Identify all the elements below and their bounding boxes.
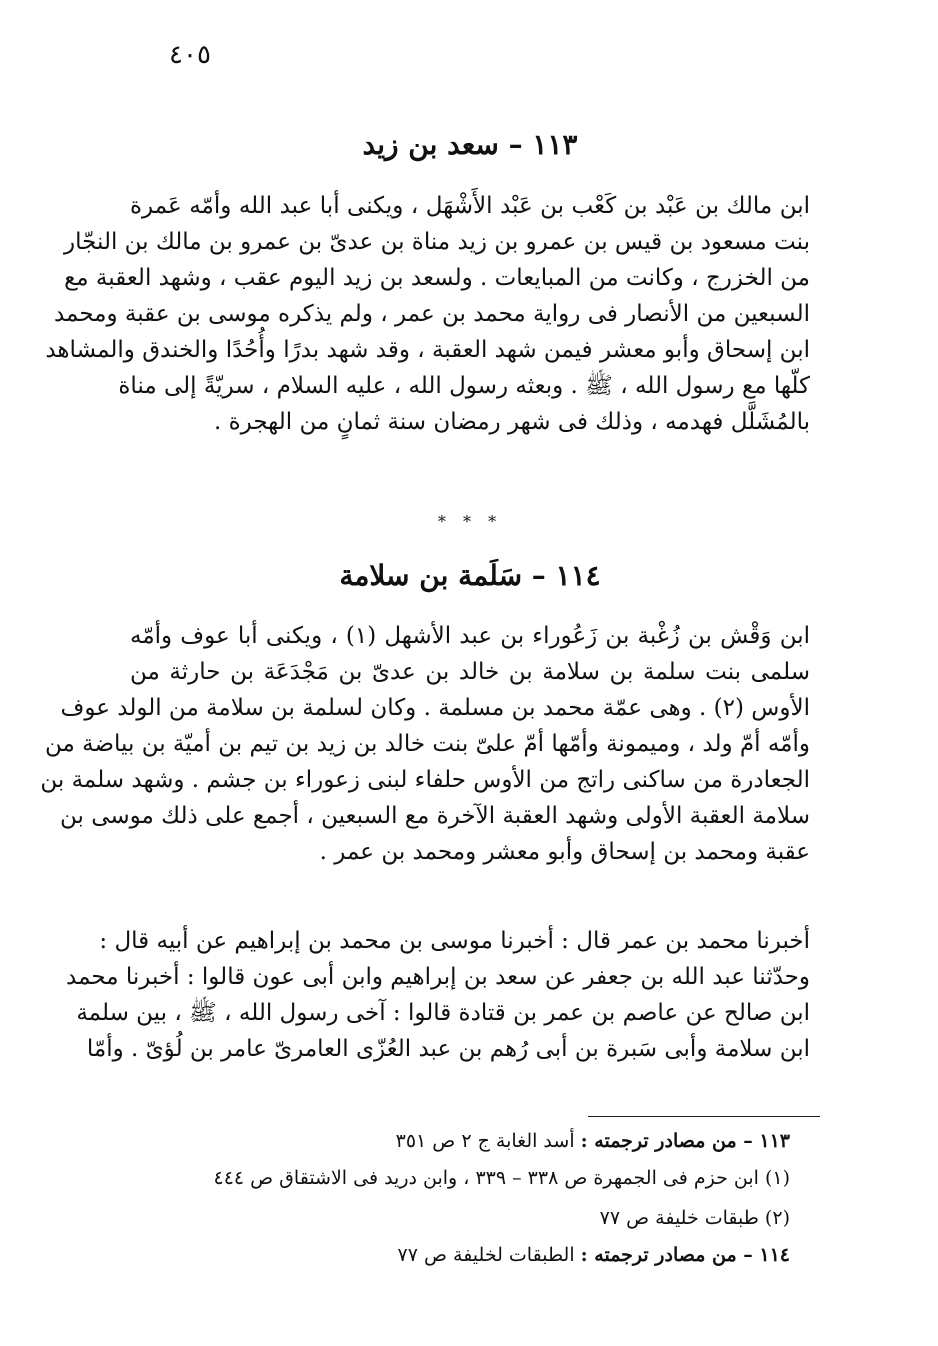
text-line: كلّها مع رسول الله ، ﷺ . وبعثه رسول الله ، عليه السلام ، سريّةً إلى مناة <box>118 373 810 399</box>
footnote-label: ١١٤ – من مصادر ترجمته : <box>580 1244 790 1266</box>
text-line: وحدّثنا عبد الله بن جعفر عن سعد بن إبراهيم وابن أبى عون قالوا : أخبرنا محمد <box>66 964 810 990</box>
footnote-rule <box>588 1116 820 1117</box>
text-line: بنت مسعود بن قيس بن عمرو بن زيد مناة بن عدىّ بن عمرو بن مالك بن النجّار <box>64 229 810 255</box>
footnote-1 <box>130 1163 790 1193</box>
text-line: سلمى بنت سلمة بن سلامة بن خالد بن عدىّ بن مَجْدَعَة بن حارثة من <box>130 659 810 685</box>
footnote-2 <box>130 1203 790 1233</box>
footnote-114 <box>130 1240 790 1270</box>
text-line: أخبرنا محمد بن عمر قال : أخبرنا موسى بن محمد بن إبراهيم عن أبيه قال : <box>99 928 810 954</box>
section-113-body <box>45 188 810 440</box>
text-line: سلامة العقبة الأولى وشهد العقبة الآخرة مع السبعين ، أجمع على ذلك موسى بن <box>59 803 810 829</box>
text-line: ابن صالح عن عاصم بن عمر بن قتادة قالوا : آخى رسول الله ، ﷺ ، بين سلمة <box>76 1000 810 1026</box>
footnote-label: ١١٣ – من مصادر ترجمته : <box>580 1130 790 1152</box>
text-line: السبعين من الأنصار فى رواية محمد بن عمر ، ولم يذكره موسى بن عقبة ومحمد <box>53 301 810 327</box>
footnote-text: أسد الغابة ج ٢ ص ٣٥١ <box>395 1130 581 1152</box>
text-line: بالمُشَلَّل فهدمه ، وذلك فى شهر رمضان سنة ثمانٍ من الهجرة . <box>213 409 810 435</box>
text-line: ابن وَقْش بن زُغْبة بن زَعُوراء بن عبد الأشهل (١) ، ويكنى أبا عوف وأمّه <box>130 623 810 649</box>
text-line: ابن مالك بن عَبْد بن كَعْب بن عَبْد الأَشْهَل ، ويكنى أبا عبد الله وأمّه عَمرة <box>130 193 810 219</box>
section-113-heading: ١١٣ – سعد بن زيد <box>362 128 578 161</box>
text-line: الأوس (٢) . وهى عمّة محمد بن مسلمة . وكان لسلمة بن سلامة من الولد عوف <box>60 695 810 721</box>
text-line: من الخزرج ، وكانت من المبايعات . ولسعد بن زيد اليوم عقب ، وشهد العقبة مع <box>64 265 810 291</box>
section-114-body <box>40 618 810 870</box>
footnote-113 <box>130 1126 790 1156</box>
page-number: ٤٠٥ <box>169 40 211 70</box>
text-line: وأمّه أمّ ولد ، وميمونة وأمّها أمّ علىّ بنت خالد بن زيد بن تيم بن أميّة بن بياضة من <box>45 731 810 757</box>
text-line: ابن إسحاق وأبو معشر فيمن شهد العقبة ، وقد شهد بدرًا وأُحُدًا والخندق والمشاهد <box>45 337 810 363</box>
text-line: الجعادرة من ساكنى راتج من الأوس حلفاء لبنى زعوراء بن جشم . وشهد سلمة بن <box>40 767 810 793</box>
footnote-text: (٢) طبقات خليفة ص ٧٧ <box>599 1207 790 1229</box>
text-line: ابن سلامة وأبى سَبرة بن أبى رُهم بن عبد العُزّى العامرىّ عامر بن لُؤىّ . وأمّا <box>86 1036 810 1062</box>
text-line: عقبة ومحمد بن إسحاق وأبو معشر ومحمد بن عمر . <box>319 839 810 865</box>
footnote-text: (١) ابن حزم فى الجمهرة ص ٣٣٨ – ٣٣٩ ، وابن دريد فى الاشتقاق ص ٤٤٤ <box>213 1167 790 1189</box>
section-114-body-2 <box>66 923 810 1067</box>
footnote-text: الطبقات لخليفة ص ٧٧ <box>397 1244 581 1266</box>
section-114-heading: ١١٤ – سَلَمة بن سلامة <box>339 559 601 592</box>
section-separator: * * * <box>437 512 503 531</box>
